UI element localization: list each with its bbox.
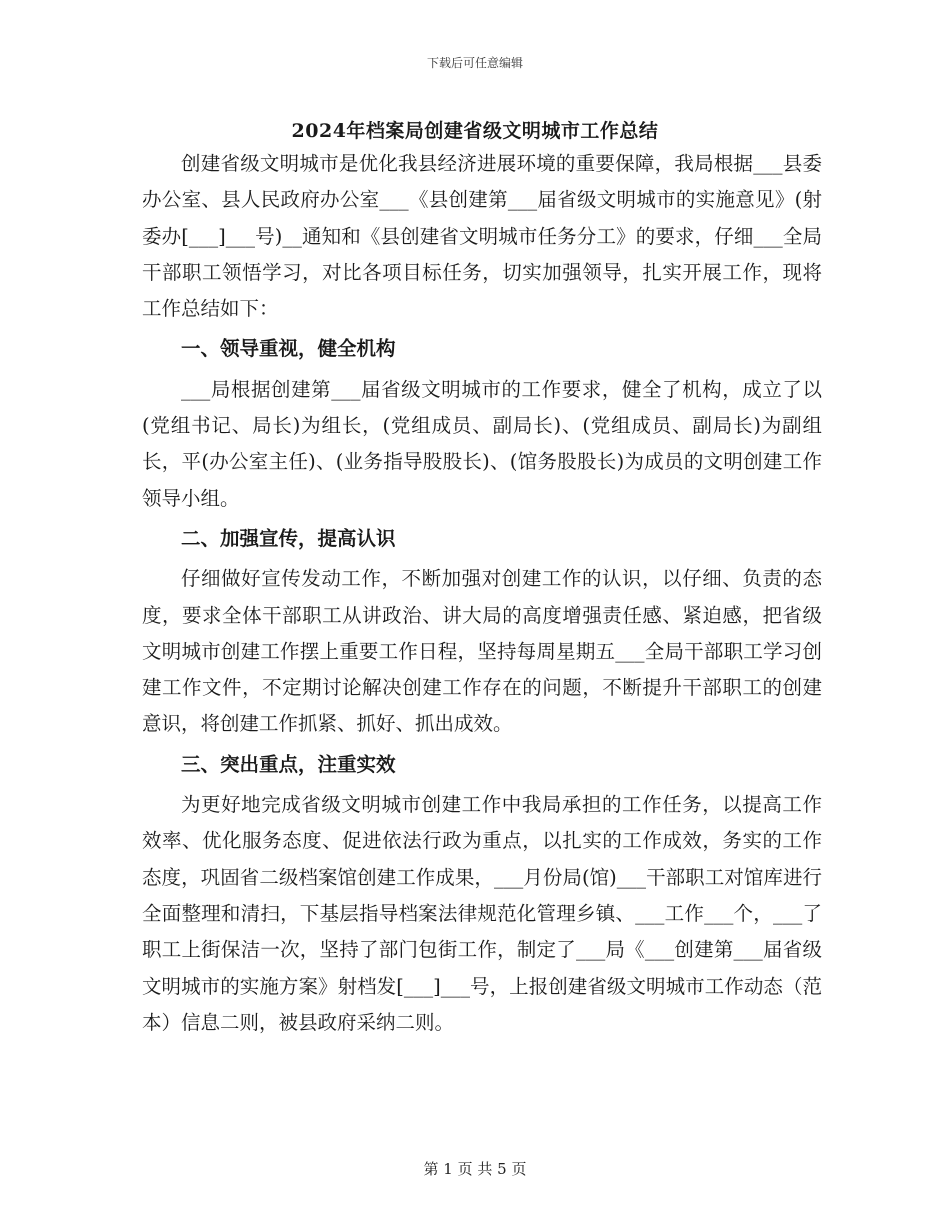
section-paragraph-1: ___局根据创建第___届省级文明城市的工作要求，健全了机构，成立了以(党组书记、局长)为组长，(党组成员、副局长)、(党组成员、副局长)为副组长，平(办公室主任)、(业务指导股股长)、(馆务股股长)为成员的文明创建工作领导小组。 [142,377,822,510]
document-title: 2024年档案局创建省级文明城市工作总结 [291,120,659,142]
section-heading-2: 二、加强宣传，提高认识 [181,526,396,550]
intro-paragraph: 创建省级文明城市是优化我县经济进展环境的重要保障，我局根据___县委办公室、县人民政府办公室___《县创建第___届省级文明城市的实施意见》(射委办[___]___号)__通知和《县创建省文明城市任务分工》的要求，仔细___全局干部职工领悟学习，对比各项目标任务，切实加强领导，扎实开展工作，现将工作总结如下： [142,152,822,321]
section-heading-3: 三、突出重点，注重实效 [181,752,396,776]
page-footer: 第 1 页 共 5 页 [423,1160,527,1178]
page-header: 下载后可任意编辑 [426,56,523,70]
section-paragraph-2: 仔细做好宣传发动工作，不断加强对创建工作的认识，以仔细、负责的态度，要求全体干部职工从讲政治、讲大局的高度增强责任感、紧迫感，把省级文明城市创建工作摆上重要工作日程，坚持每周星期五___全局干部职工学习创建工作文件，不定期讨论解决创建工作存在的问题，不断提升干部职工的创建意识，将创建工作抓紧、抓好、抓出成效。 [142,567,822,736]
section-heading-1: 一、领导重视，健全机构 [181,337,396,361]
section-paragraph-3: 为更好地完成省级文明城市创建工作中我局承担的工作任务，以提高工作效率、优化服务态度、促进依法行政为重点，以扎实的工作成效，务实的工作态度，巩固省二级档案馆创建工作成果，___月份局(馆)___干部职工对馆库进行全面整理和清扫，下基层指导档案法律规范化管理乡镇、___工作___个，___了职工上街保洁一次，坚持了部门包街工作，制定了___局《___创建第___届省级文明城市的实施方案》射档发[___]___号，上报创建省级文明城市工作动态（范本）信息二则，被县政府采纳二则。 [142,793,822,1034]
document-body [142,146,822,1041]
